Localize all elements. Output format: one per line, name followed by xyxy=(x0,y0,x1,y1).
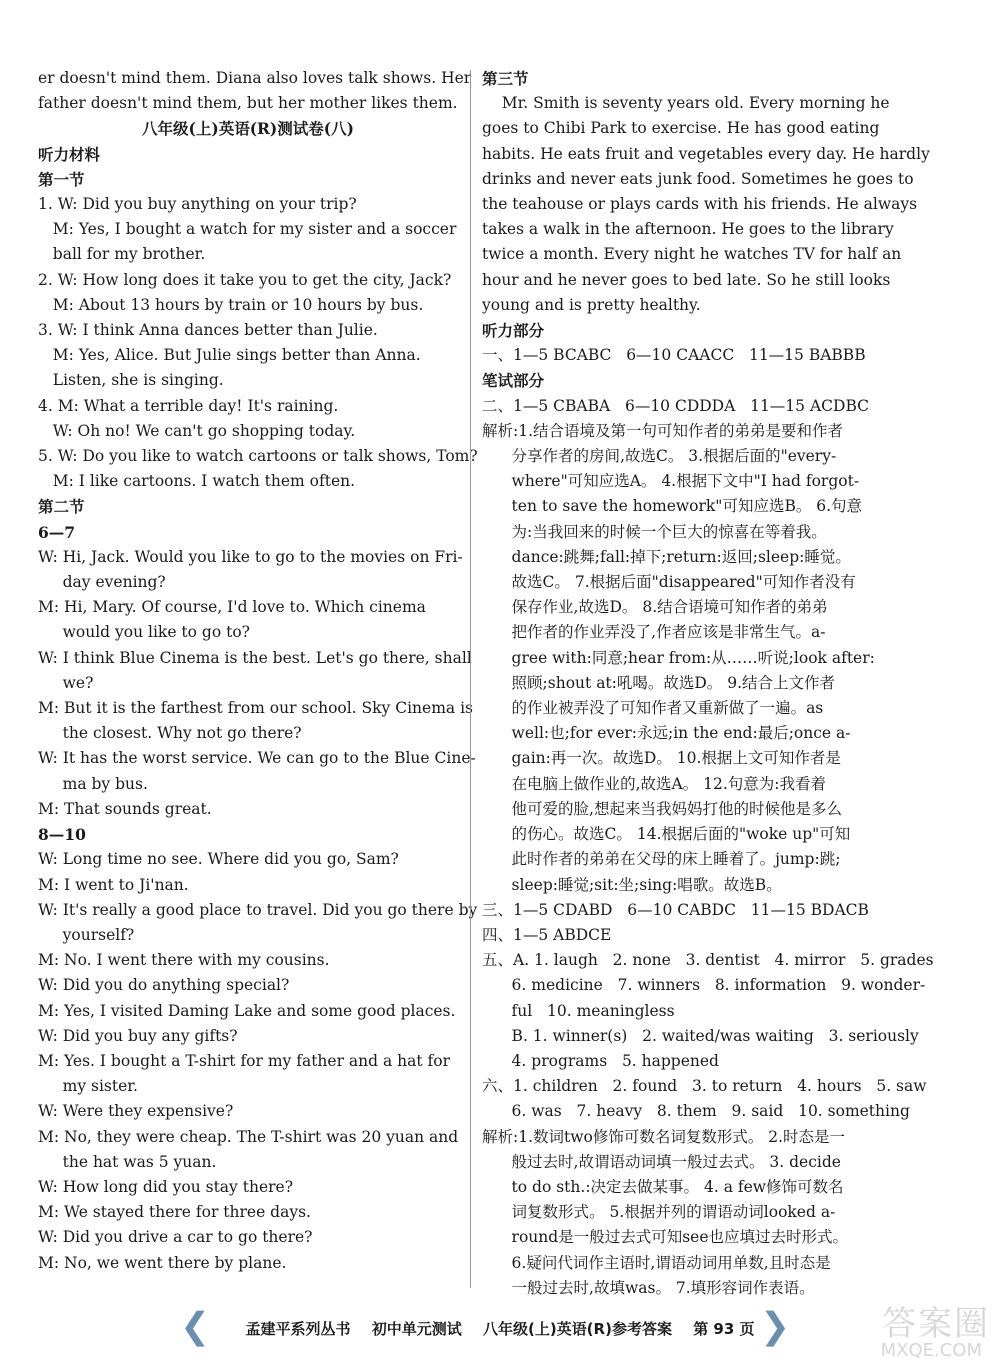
text-line: 把作者的作业弄没了,作者应该是非常生气。a- xyxy=(482,623,826,642)
text-line: drinks and never eats junk food. Sometimes he goes to xyxy=(482,169,914,188)
text-line: W: It has the worst service. We can go to the Blue Cine- xyxy=(38,749,476,768)
text-line: M: No, they were cheap. The T-shirt was 20 yuan and xyxy=(38,1127,459,1146)
text-line: dance:跳舞;fall:掉下;return:返回;sleep:睡觉。 xyxy=(482,547,851,566)
text-line: ten to save the homework"可知应选B。 6.句意 xyxy=(482,497,863,516)
text-line: M: But it is the farthest from our school. Sky Cinema is xyxy=(38,699,473,718)
text-line: young and is pretty healthy. xyxy=(482,295,701,314)
text-line: the hat was 5 yuan. xyxy=(38,1152,217,1171)
text-line: M: About 13 hours by train or 10 hours by bus. xyxy=(38,295,424,314)
text-line: 6—7 xyxy=(38,522,76,542)
text-line: M: No. I went there with my cousins. xyxy=(38,951,330,970)
text-line: 的伤心。故选C。 14.根据后面的"woke up"可知 xyxy=(482,825,851,844)
text-line: M: Hi, Mary. Of course, I'd love to. Which cinema xyxy=(38,598,426,617)
text-line: 2. W: How long does it take you to get the city, Jack? xyxy=(38,270,452,289)
text-line: 故选C。 7.根据后面"disappeared"可知作者没有 xyxy=(482,573,856,592)
text-line: 6. was 7. heavy 8. them 9. said 10. something xyxy=(482,1102,910,1121)
text-line: day evening? xyxy=(38,573,166,592)
watermark-logo: 答案圈 xyxy=(882,1304,990,1344)
text-line: 5. W: Do you like to watch cartoons or talk shows, Tom? xyxy=(38,447,478,466)
text-line: 六、1. children 2. found 3. to return 4. hours 5. saw xyxy=(482,1077,927,1096)
footer-subject: 八年级(上)英语(R)参考答案 xyxy=(482,1320,672,1338)
text-line: M: That sounds great. xyxy=(38,799,212,818)
text-line: Listen, she is singing. xyxy=(38,371,224,390)
text-line: 词复数形式。 5.根据并列的谓语动词looked a- xyxy=(482,1203,836,1222)
text-line: 二、1—5 CBABA 6—10 CDDDA 11—15 ACDBC xyxy=(482,396,869,415)
text-line: round是一般过去式可知see也应填过去时形式。 xyxy=(482,1228,848,1247)
page-footer xyxy=(0,1318,1000,1339)
text-line: ma by bus. xyxy=(38,774,148,793)
text-line: 4. M: What a terrible day! It's raining. xyxy=(38,396,339,415)
text-line: Mr. Smith is seventy years old. Every morning he xyxy=(482,94,890,113)
text-line: 一、1—5 BCABC 6—10 CAACC 11—15 BABBB xyxy=(482,346,866,365)
text-line: 1. W: Did you buy anything on your trip? xyxy=(38,195,357,214)
text-line: takes a walk in the afternoon. He goes to the library xyxy=(482,220,894,239)
text-line: W: Did you buy any gifts? xyxy=(38,1026,238,1045)
text-line: would you like to go to? xyxy=(38,623,250,642)
text-line: 的作业被弄没了可知作者又重新做了一遍。as xyxy=(482,699,824,718)
text-line: the closest. Why not go there? xyxy=(38,724,302,743)
text-line: M: I like cartoons. I watch them often. xyxy=(38,472,356,491)
text-line: 笔试部分 xyxy=(482,371,545,391)
text-line: to do sth.:决定去做某事。 4. a few修饰可数名 xyxy=(482,1177,844,1196)
text-line: M: Yes. I bought a T-shirt for my father and a hat for xyxy=(38,1051,451,1070)
text-line: M: I went to Ji'nan. xyxy=(38,875,189,894)
text-line: er doesn't mind them. Diana also loves talk shows. Her xyxy=(38,69,472,87)
text-line: M: No, we went there by plane. xyxy=(38,1253,287,1272)
text-line: my sister. xyxy=(38,1077,138,1096)
text-line: 保存作业,故选D。 8.结合语境可知作者的弟弟 xyxy=(482,598,828,617)
text-line: W: Oh no! We can't go shopping today. xyxy=(38,421,356,440)
text-line: W: Did you drive a car to go there? xyxy=(38,1228,313,1247)
text-line: yourself? xyxy=(38,925,135,944)
text-line: M: Yes, I bought a watch for my sister and a soccer xyxy=(38,220,457,239)
text-line: 听力部分 xyxy=(482,321,545,341)
text-line: 解析:1.数词two修饰可数名词复数形式。 2.时态是一 xyxy=(482,1127,846,1146)
watermark-url: MXQE.COM xyxy=(880,1340,982,1361)
text-line: 第二节 xyxy=(38,497,85,517)
text-line: W: Were they expensive? xyxy=(38,1102,234,1121)
text-line: 他可爱的脸,想起来当我妈妈打他的时候他是多么 xyxy=(482,799,842,818)
text-line: 般过去时,故谓语动词填一般过去式。 3. decide xyxy=(482,1152,841,1171)
text-line: goes to Chibi Park to exercise. He has good eating xyxy=(482,119,880,138)
text-line: 分享作者的房间,故选C。 3.根据后面的"every- xyxy=(482,447,837,466)
text-line: 8—10 xyxy=(38,825,86,845)
text-line: sleep:睡觉;sit:坐;sing:唱歌。故选B。 xyxy=(482,875,782,894)
footer-book: 初中单元测试 xyxy=(371,1320,462,1338)
text-line: hour and he never goes to bed late. So he still looks xyxy=(482,270,891,289)
text-line: gree with:同意;hear from:从……听说;look after: xyxy=(482,648,875,667)
text-line: W: How long did you stay there? xyxy=(38,1177,294,1196)
text-line: 6. medicine 7. winners 8. information 9. wonder- xyxy=(482,976,926,995)
text-line: 第三节 xyxy=(482,69,529,88)
text-line: 6.疑问代词作主语时,谓语动词用单数,且时态是 xyxy=(482,1253,831,1272)
text-line: W: I think Blue Cinema is the best. Let's go there, shall xyxy=(38,648,472,667)
text-line: M: Yes, I visited Daming Lake and some good places. xyxy=(38,1001,456,1020)
text-line: M: We stayed there for three days. xyxy=(38,1203,311,1222)
left-column xyxy=(38,66,478,1276)
text-line: 在电脑上做作业的,故选A。 12.句意为:我看着 xyxy=(482,774,826,793)
footer-series: 孟建平系列丛书 xyxy=(245,1320,351,1338)
text-line: twice a month. Every night he watches TV for half an xyxy=(482,245,902,264)
text-line: W: Hi, Jack. Would you like to go to the movies on Fri- xyxy=(38,547,463,566)
text-line: 一般过去时,故填was。 7.填形容词作表语。 xyxy=(482,1278,815,1297)
text-line: habits. He eats fruit and vegetables every day. He hardly xyxy=(482,144,930,163)
text-line: ful 10. meaningless xyxy=(482,1001,675,1020)
column-divider xyxy=(470,70,471,1288)
text-line: 3. W: I think Anna dances better than Julie. xyxy=(38,321,378,340)
chevron-right-icon: ❯ xyxy=(760,1306,791,1347)
text-line: we? xyxy=(38,673,94,692)
text-line: 解析:1.结合语境及第一句可知作者的弟弟是要和作者 xyxy=(482,421,844,440)
right-column xyxy=(482,66,934,1301)
text-line: 4. programs 5. happened xyxy=(482,1051,719,1070)
text-line: 第一节 xyxy=(38,169,85,189)
text-line: 八年级(上)英语(R)测试卷(八) xyxy=(142,119,354,139)
footer-page: 第 93 页 xyxy=(693,1320,755,1338)
text-line: where"可知应选A。 4.根据下文中"I had forgot- xyxy=(482,472,860,491)
text-line: father doesn't mind them, but her mother likes them. xyxy=(38,94,458,113)
text-line: the teahouse or plays cards with his friends. He always xyxy=(482,195,918,214)
text-line: well:也;for ever:永远;in the end:最后;once a- xyxy=(482,724,851,743)
text-line: 五、A. 1. laugh 2. none 3. dentist 4. mirror 5. grades xyxy=(482,951,934,970)
text-line: W: It's really a good place to travel. Did you go there by xyxy=(38,900,478,919)
text-line: 照顾;shout at:吼喝。故选D。 9.结合上文作者 xyxy=(482,673,836,692)
text-line: M: Yes, Alice. But Julie sings better than Anna. xyxy=(38,346,421,365)
text-line: 四、1—5 ABDCE xyxy=(482,925,612,944)
text-line: 此时作者的弟弟在父母的床上睡着了。jump:跳; xyxy=(482,850,841,869)
text-line: gain:再一次。故选D。 10.根据上文可知作者是 xyxy=(482,749,841,768)
text-line: 三、1—5 CDABD 6—10 CABDC 11—15 BDACB xyxy=(482,900,869,919)
text-line: ball for my brother. xyxy=(38,245,206,264)
text-line: 听力材料 xyxy=(38,144,101,164)
chevron-left-icon: ❮ xyxy=(180,1306,211,1347)
text-line: W: Long time no see. Where did you go, Sam? xyxy=(38,850,399,869)
text-line: B. 1. winner(s) 2. waited/was waiting 3. seriously xyxy=(482,1026,919,1045)
text-line: 为:当我回来的时候一个巨大的惊喜在等着我。 xyxy=(482,522,827,541)
text-line: W: Did you do anything special? xyxy=(38,976,290,995)
